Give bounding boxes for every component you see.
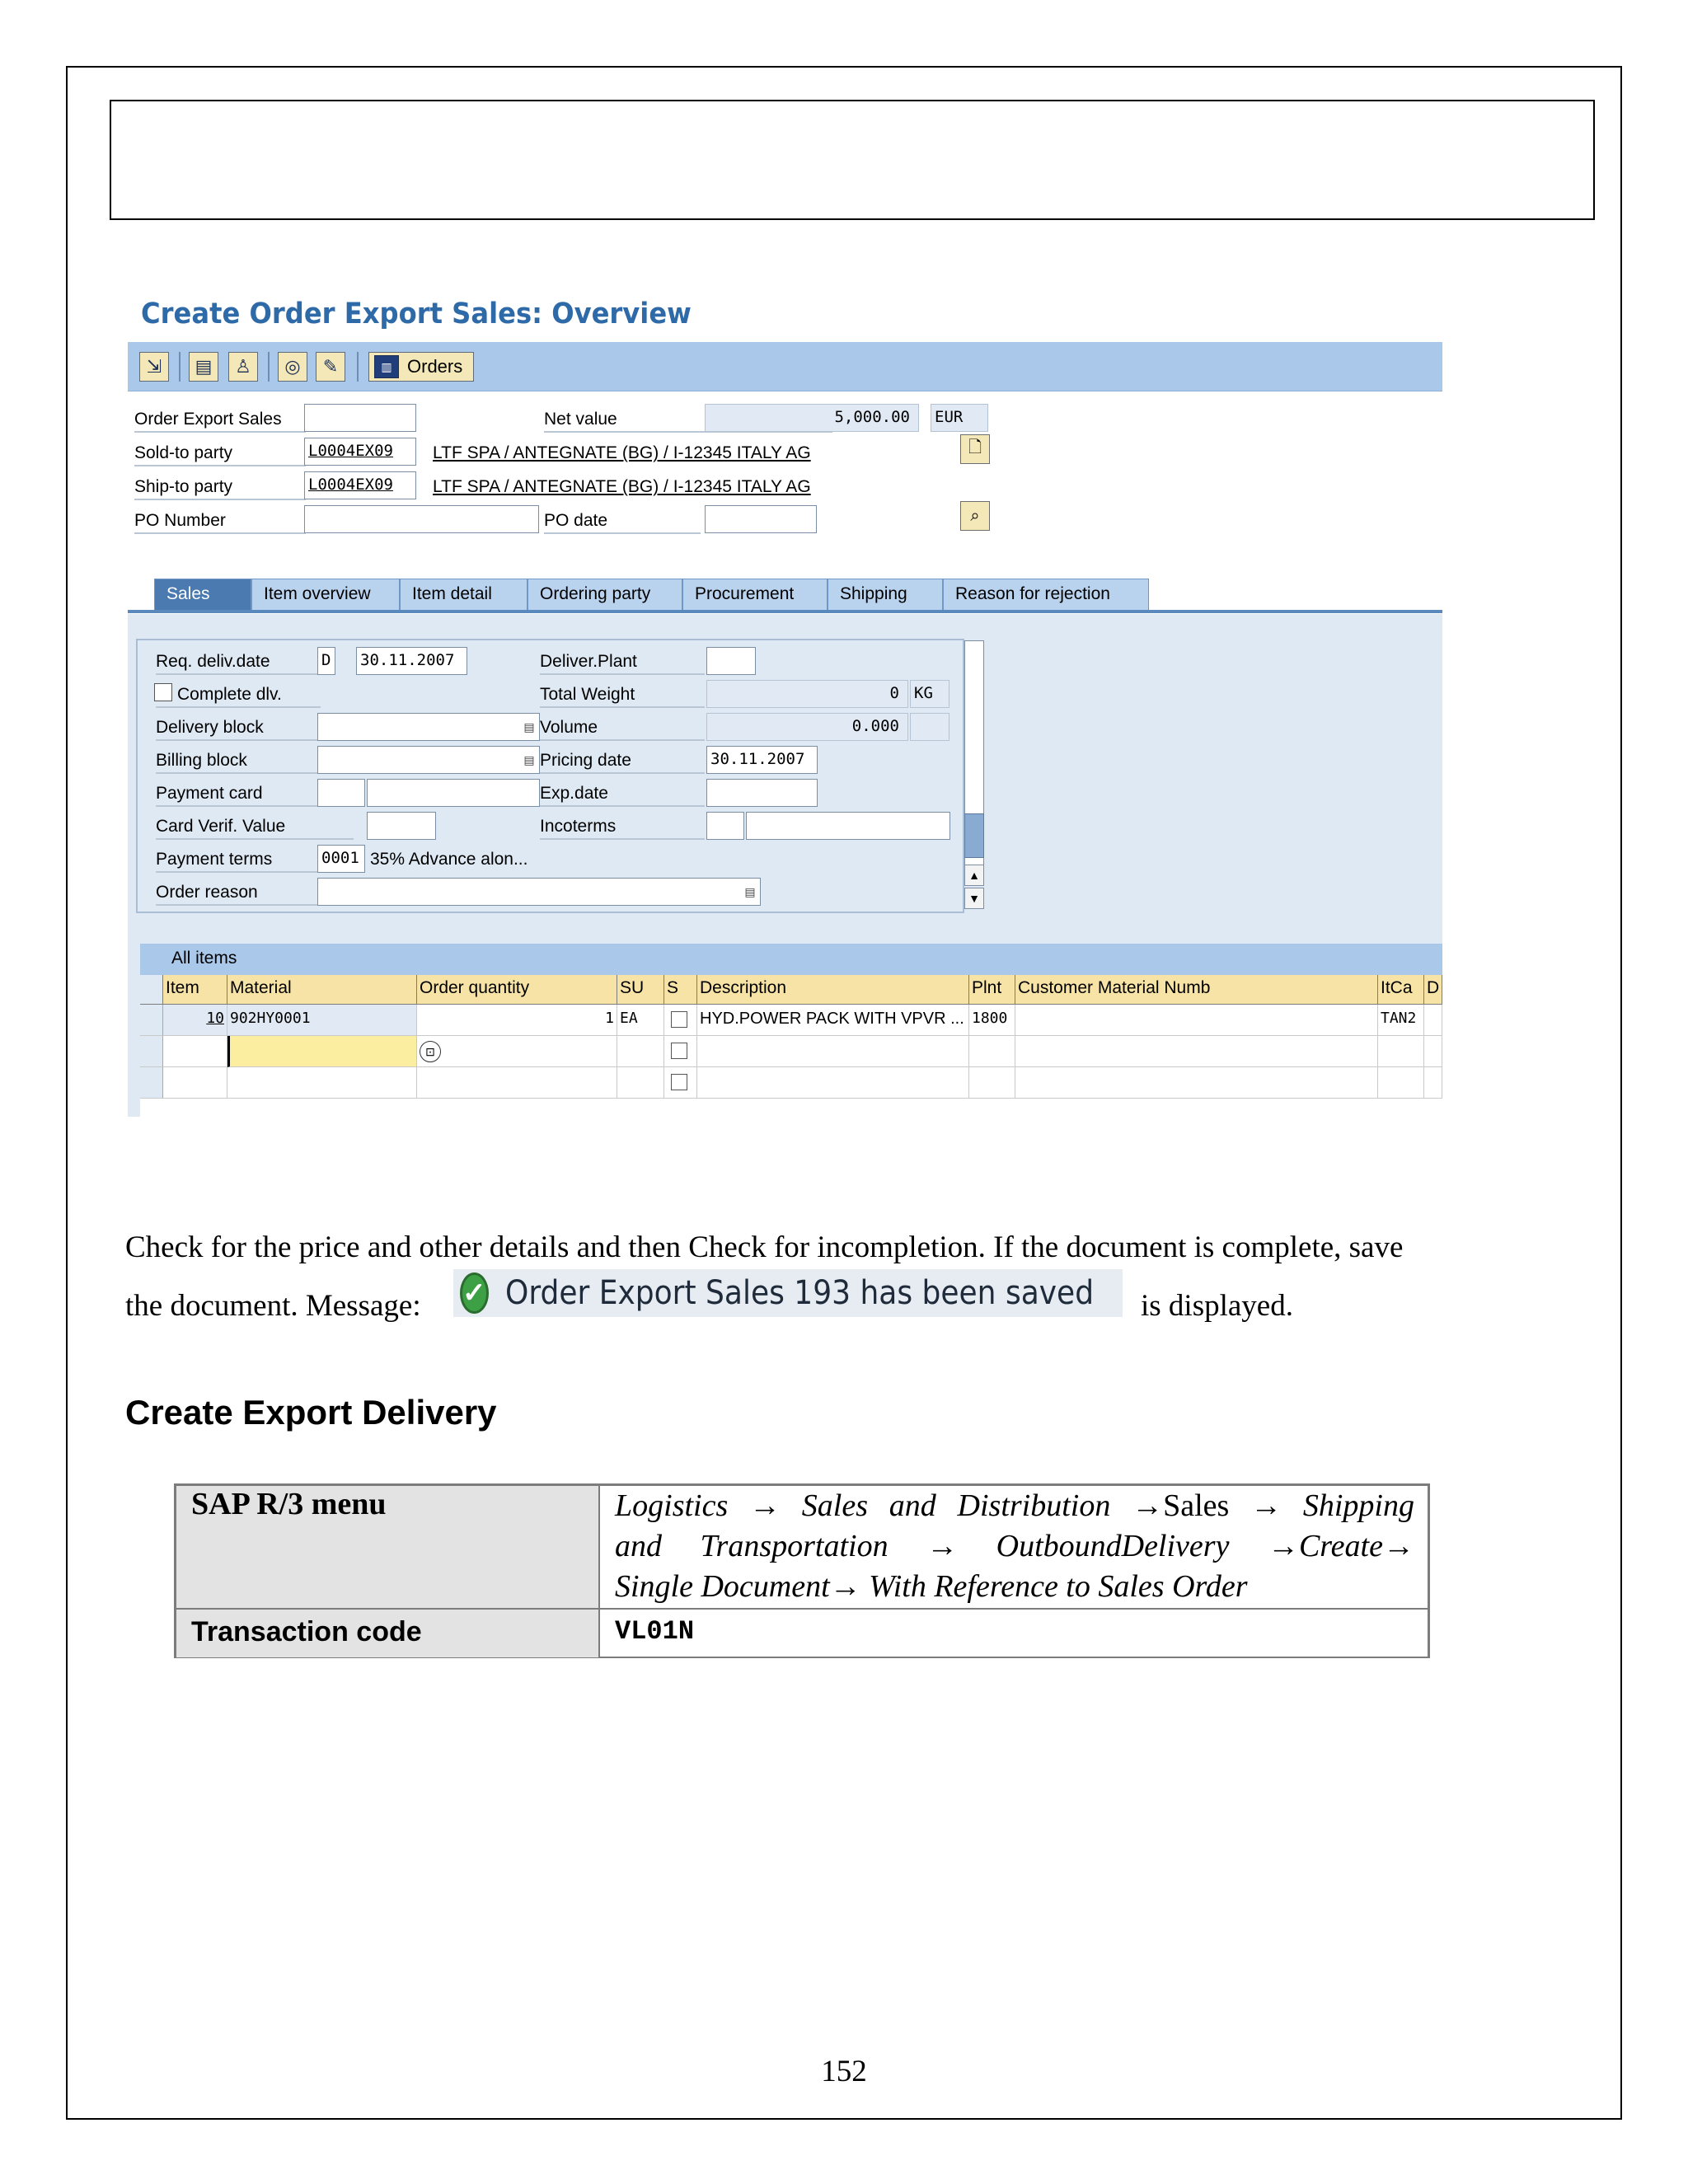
customer-material-cell[interactable]	[1015, 1067, 1378, 1099]
toolbar-separator	[357, 352, 359, 382]
customer-material-cell[interactable]	[1015, 1036, 1378, 1067]
column-header-itca[interactable]: ItCa	[1378, 975, 1424, 1005]
row-selector[interactable]	[140, 1005, 163, 1036]
label-underline	[156, 739, 321, 741]
sold-to-description[interactable]: LTF SPA / ANTEGNATE (BG) / I-12345 ITALY AG	[433, 443, 811, 462]
total-weight-label: Total Weight	[540, 685, 635, 704]
row-checkbox[interactable]	[671, 1074, 687, 1090]
card-verif-label: Card Verif. Value	[156, 817, 286, 836]
description-cell[interactable]: HYD.POWER PACK WITH VPVR ...	[697, 1005, 969, 1036]
label-underline	[156, 673, 321, 675]
toolbar-separator	[179, 352, 181, 382]
menu-path-part: Logistics	[615, 1488, 729, 1523]
delivery-block-label: Delivery block	[156, 718, 264, 737]
s-cell	[664, 1005, 697, 1036]
total-weight-field: 0	[706, 680, 908, 708]
menu-label-cell	[176, 1485, 599, 1609]
delivery-block-select[interactable]	[317, 713, 540, 741]
menu-path-line3: Single Document→ With Reference to Sales Order	[615, 1569, 1248, 1604]
row-checkbox[interactable]	[671, 1011, 687, 1028]
label-underline	[540, 673, 705, 675]
payment-terms-label: Payment terms	[156, 850, 273, 869]
row-selector[interactable]	[140, 1067, 163, 1099]
ship-to-label: Ship-to party	[134, 477, 233, 496]
quantity-cell[interactable]	[417, 1067, 617, 1099]
plant-cell[interactable]	[969, 1067, 1015, 1099]
material-input-cell[interactable]	[227, 1036, 417, 1067]
orders-list-icon: ▥	[374, 355, 399, 378]
plant-cell[interactable]: 1800	[969, 1005, 1015, 1036]
tcode-label: Transaction code	[191, 1616, 422, 1647]
menu-path	[615, 1486, 1414, 1607]
plant-cell[interactable]	[969, 1036, 1015, 1067]
label-underline	[156, 706, 321, 708]
display-doc-header-icon[interactable]: ⇲	[139, 352, 169, 382]
d-cell	[1424, 1005, 1442, 1036]
order-number-field[interactable]	[304, 404, 416, 432]
pricing-date-field[interactable]: 30.11.2007	[706, 746, 818, 774]
label-underline	[540, 805, 705, 807]
navigation-table	[174, 1483, 1430, 1658]
po-date-label: PO date	[544, 511, 608, 530]
tab-underline	[128, 610, 1442, 613]
item-number-cell	[163, 1067, 227, 1099]
scroll-thumb[interactable]	[964, 813, 984, 858]
success-check-icon: ✓	[460, 1272, 489, 1314]
incoterms-label: Incoterms	[540, 817, 617, 836]
menu-path-arrow: →	[1250, 1488, 1282, 1523]
menu-path-part: →Create→	[1267, 1529, 1414, 1563]
row-checkbox[interactable]	[671, 1043, 687, 1059]
header-output-icon[interactable]: ▤	[189, 352, 218, 382]
material-cell[interactable]	[227, 1067, 417, 1099]
orders-button[interactable]	[368, 352, 474, 382]
complete-dlv-checkbox[interactable]	[154, 683, 172, 701]
menu-path-line2	[615, 1526, 1414, 1567]
label-underline	[156, 772, 321, 774]
order-header	[128, 391, 1442, 573]
deliver-plant-field[interactable]	[706, 647, 756, 675]
sold-to-field[interactable]: L0004EX09	[304, 438, 416, 466]
customer-material-cell[interactable]	[1015, 1005, 1378, 1036]
currency-field: EUR	[931, 404, 988, 432]
volume-unit-field	[910, 713, 950, 741]
tcode-value: VL01N	[615, 1616, 695, 1647]
page-number: 152	[821, 2055, 867, 2088]
su-cell[interactable]: EA	[617, 1005, 664, 1036]
menu-path-part: Shipping	[1302, 1488, 1414, 1523]
menu-path-part: OutboundDelivery	[996, 1529, 1230, 1563]
deliver-plant-label: Deliver.Plant	[540, 652, 637, 671]
scroll-down-icon[interactable]: ▼	[964, 888, 984, 909]
column-header-s[interactable]: S	[664, 975, 697, 1005]
column-header-customer-material[interactable]: Customer Material Numb	[1015, 975, 1378, 1005]
itca-cell[interactable]: TAN2	[1378, 1005, 1424, 1036]
menu-path-part: and	[889, 1488, 936, 1523]
menu-path-cell	[599, 1485, 1428, 1609]
label-underline	[156, 838, 354, 840]
itca-cell[interactable]	[1378, 1067, 1424, 1099]
dropdown-icon[interactable]: ▤	[744, 884, 756, 898]
tab-ordering-party[interactable]: Ordering party	[528, 579, 682, 610]
ship-to-description[interactable]: LTF SPA / ANTEGNATE (BG) / I-12345 ITALY AG	[433, 477, 811, 496]
billing-block-select[interactable]	[317, 746, 540, 774]
item-number-cell: 10	[163, 1005, 227, 1036]
ship-to-field[interactable]: L0004EX09	[304, 471, 416, 499]
label-underline	[156, 871, 321, 873]
tab-reason-for-rejection[interactable]: Reason for rejection	[943, 579, 1149, 610]
menu-path-part: and	[615, 1529, 662, 1563]
sales-tab-panel	[136, 639, 964, 913]
menu-label: SAP R/3 menu	[191, 1487, 387, 1521]
items-table-title: All items	[140, 944, 1442, 975]
req-deliv-date-label: Req. deliv.date	[156, 652, 270, 671]
tab-item-overview[interactable]: Item overview	[251, 579, 400, 610]
document-icon[interactable]: 🗋	[960, 434, 990, 464]
sap-title-bar	[128, 284, 1442, 342]
tcode-value-cell	[599, 1609, 1428, 1658]
su-cell[interactable]	[617, 1036, 664, 1067]
su-cell[interactable]	[617, 1067, 664, 1099]
label-underline	[544, 532, 701, 534]
value-help-icon[interactable]: ⊡	[420, 1041, 441, 1062]
d-cell	[1424, 1036, 1442, 1067]
dropdown-icon[interactable]: ▤	[523, 719, 535, 733]
label-underline	[156, 904, 321, 906]
payment-card-type-field[interactable]	[317, 779, 365, 807]
volume-field: 0.000	[706, 713, 908, 741]
display-variants-icon[interactable]: ◎	[278, 352, 307, 382]
po-number-field[interactable]	[304, 505, 539, 533]
label-underline	[540, 838, 705, 840]
pricing-date-label: Pricing date	[540, 751, 631, 770]
sap-screenshot	[128, 284, 1442, 1117]
s-cell	[664, 1036, 697, 1067]
menu-path-part: Sales	[801, 1488, 868, 1523]
instruction-paragraph-line1: Check for the price and other details and then Check for incompletion. If the document is complete, save	[125, 1230, 1404, 1264]
label-underline	[540, 706, 705, 708]
column-header-plant[interactable]: Plnt	[969, 975, 1015, 1005]
payment-card-label: Payment card	[156, 784, 263, 803]
menu-path-line1	[615, 1486, 1414, 1526]
label-underline	[540, 772, 705, 774]
description-cell[interactable]	[697, 1067, 969, 1099]
incoterms-code-field[interactable]	[706, 812, 744, 840]
application-toolbar	[128, 342, 1442, 391]
exp-date-label: Exp.date	[540, 784, 608, 803]
sold-to-label: Sold-to party	[134, 443, 233, 462]
payment-card-field[interactable]	[367, 779, 540, 807]
net-value-label: Net value	[544, 410, 617, 429]
d-cell	[1424, 1067, 1442, 1099]
weight-unit-field: KG	[910, 680, 950, 708]
orders-label: Orders	[407, 356, 463, 377]
header-box	[110, 100, 1595, 220]
status-message-text: Order Export Sales 193 has been saved	[504, 1274, 1094, 1312]
payment-terms-description: 35% Advance alon...	[370, 850, 528, 869]
label-underline	[156, 805, 321, 807]
column-header-item[interactable]: Item	[163, 975, 227, 1005]
label-underline	[134, 499, 306, 500]
toolbar-separator	[268, 352, 270, 382]
column-header-su[interactable]: SU	[617, 975, 664, 1005]
order-label: Order Export Sales	[134, 410, 282, 429]
date-type-field[interactable]: D	[317, 647, 335, 675]
order-reason-label: Order reason	[156, 883, 258, 902]
menu-path-part: Transportation	[700, 1529, 889, 1563]
incoterms-location-field[interactable]	[746, 812, 950, 840]
description-cell[interactable]	[697, 1036, 969, 1067]
billing-block-label: Billing block	[156, 751, 247, 770]
section-heading: Create Export Delivery	[125, 1393, 497, 1432]
menu-path-part: Distribution	[957, 1488, 1111, 1523]
card-verif-field[interactable]	[367, 812, 436, 840]
complete-dlv-label: Complete dlv.	[177, 685, 282, 704]
column-header-material[interactable]: Material	[227, 975, 417, 1005]
po-date-field[interactable]	[705, 505, 817, 533]
tab-vertical-scrollbar[interactable]	[964, 640, 986, 912]
menu-path-part: →Sales	[1132, 1488, 1230, 1523]
column-header-description[interactable]: Description	[697, 975, 969, 1005]
quantity-cell[interactable]: 1	[417, 1005, 617, 1036]
column-header-d[interactable]: D	[1424, 975, 1442, 1005]
row-selector[interactable]	[140, 1036, 163, 1067]
label-underline	[540, 739, 705, 741]
items-table	[140, 944, 1442, 1117]
select-all-column[interactable]	[140, 975, 163, 1005]
instruction-paragraph-end: is displayed.	[1141, 1289, 1293, 1323]
column-header-order-quantity[interactable]: Order quantity	[417, 975, 617, 1005]
itca-cell[interactable]	[1378, 1036, 1424, 1067]
s-cell	[664, 1067, 697, 1099]
item-number-cell	[163, 1036, 227, 1067]
tab-item-detail[interactable]: Item detail	[400, 579, 528, 610]
tab-shipping[interactable]: Shipping	[828, 579, 943, 610]
dropdown-icon[interactable]: ▤	[523, 752, 535, 766]
volume-label: Volume	[540, 718, 598, 737]
window-title: Create Order Export Sales: Overview	[141, 298, 692, 330]
menu-path-arrow: →	[749, 1488, 781, 1523]
search-document-icon[interactable]: ⌕	[960, 501, 990, 531]
business-partner-icon[interactable]: ♙	[228, 352, 258, 382]
req-deliv-date-field[interactable]: 30.11.2007	[356, 647, 467, 675]
instruction-paragraph-line2: the document. Message:	[125, 1289, 421, 1323]
quantity-cell[interactable]	[417, 1036, 617, 1067]
label-underline	[134, 431, 306, 433]
label-underline	[134, 465, 306, 466]
order-reason-select[interactable]	[317, 878, 761, 906]
net-value-field: 5,000.00	[705, 404, 919, 432]
status-message-image	[453, 1269, 1123, 1317]
payment-terms-field[interactable]: 0001	[317, 845, 365, 873]
material-cell[interactable]: 902HY0001	[227, 1005, 417, 1036]
exp-date-field[interactable]	[706, 779, 818, 807]
scroll-up-icon[interactable]: ▲	[964, 865, 984, 886]
tcode-label-cell	[176, 1609, 599, 1658]
menu-path-arrow: →	[926, 1529, 959, 1563]
edit-conditions-icon[interactable]: ✎	[316, 352, 345, 382]
tab-sales[interactable]: Sales	[154, 579, 251, 610]
tab-procurement[interactable]: Procurement	[682, 579, 828, 610]
label-underline	[134, 532, 306, 534]
po-number-label: PO Number	[134, 511, 226, 530]
